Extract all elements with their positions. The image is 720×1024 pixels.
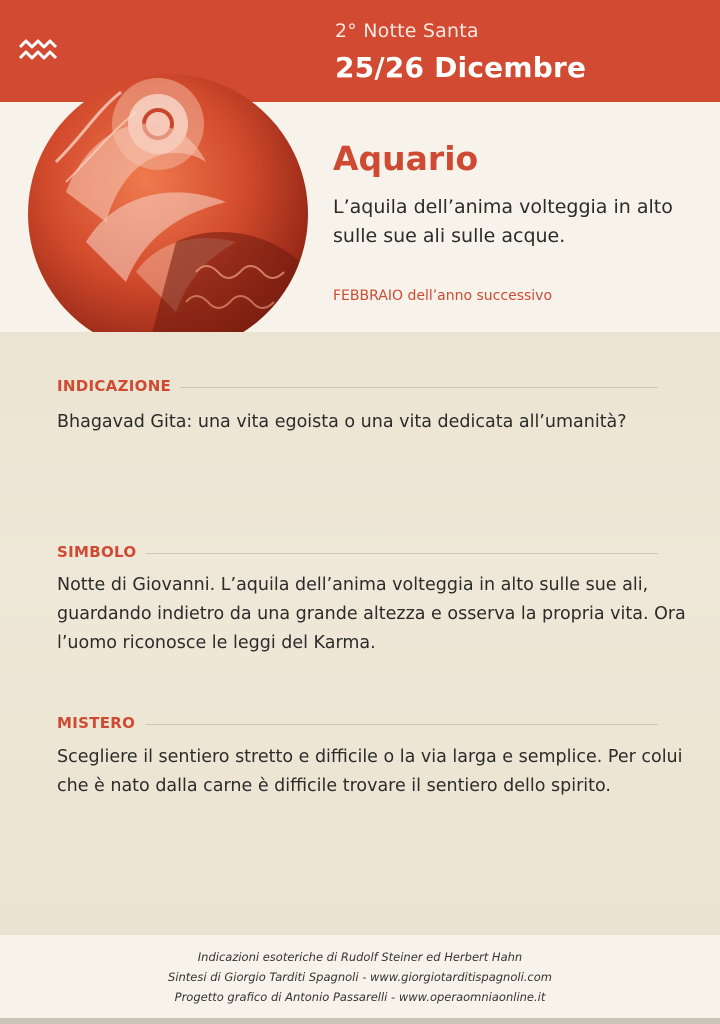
sign-motto: L’aquila dell’anima volteggia in alto sulle sue ali sulle acque. bbox=[333, 196, 673, 247]
bottom-edge bbox=[0, 1018, 720, 1024]
section-body-mistero: Scegliere il sentiero stretto e difficile o la via larga e semplice. Per colui che è nato dalla carne è difficile trovare il sentiero dello spirito. bbox=[57, 747, 683, 796]
eagle-orb-illustration bbox=[26, 72, 310, 356]
credit-line-design: Progetto grafico di Antonio Passarelli - www.operaomniaonline.it bbox=[174, 990, 546, 1004]
holy-night-label: 2° Notte Santa bbox=[335, 20, 479, 42]
sign-name: Aquario bbox=[333, 139, 479, 178]
section-divider bbox=[180, 387, 658, 388]
credit-line-sources: Indicazioni esoteriche di Rudolf Steiner ed Herbert Hahn bbox=[197, 950, 523, 964]
section-body-indicazione: Bhagavad Gita: una vita egoista o una vita dedicata all’umanità? bbox=[57, 412, 627, 432]
section-title-simbolo: SIMBOLO bbox=[57, 543, 137, 561]
section-divider bbox=[146, 553, 658, 554]
night-date: 25/26 Dicembre bbox=[335, 51, 587, 84]
credit-line-synthesis: Sintesi di Giorgio Tarditi Spagnoli - www.giorgiotarditispagnoli.com bbox=[168, 970, 552, 984]
section-divider bbox=[146, 724, 658, 725]
credits-footer bbox=[0, 935, 720, 1024]
section-title-mistero: MISTERO bbox=[57, 714, 136, 732]
section-body-simbolo: Notte di Giovanni. L’aquila dell’anima volteggia in alto sulle sue ali, guardando indietro da una grande altezza e osserva la propria vita. Ora l’uomo riconosce le leggi del Karma. bbox=[57, 575, 686, 653]
aquarius-symbol-icon bbox=[18, 38, 58, 62]
section-title-indicazione: INDICAZIONE bbox=[57, 377, 172, 395]
sign-month: FEBBRAIO dell’anno successivo bbox=[333, 288, 553, 304]
